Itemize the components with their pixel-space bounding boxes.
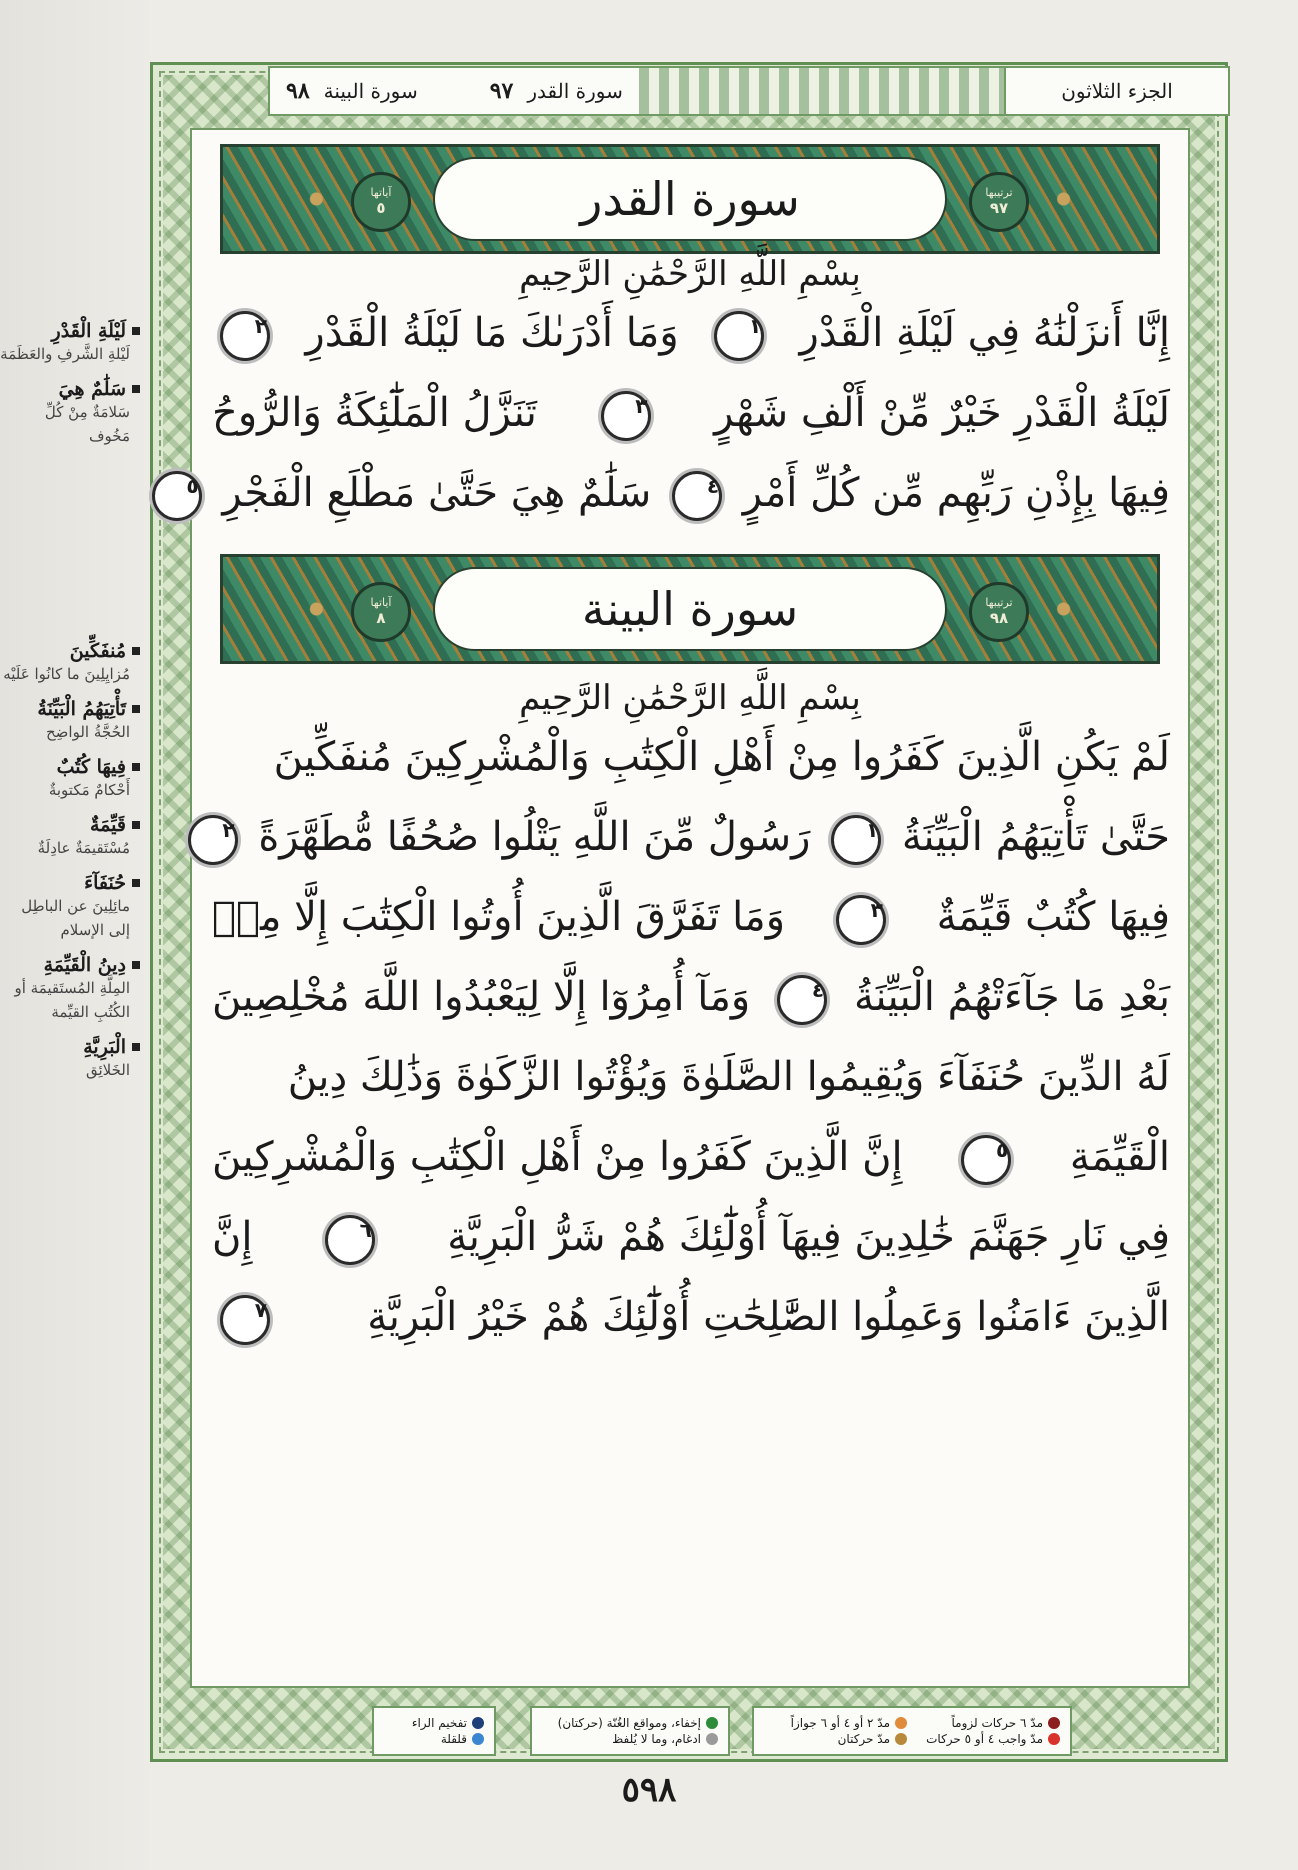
verse-text: الْقَيِّمَةِ [1069, 1134, 1171, 1180]
legend-dot [472, 1733, 484, 1745]
verse-text: وَمَا أَدْرَىٰكَ مَا لَيْلَةُ الْقَدْرِ [305, 310, 679, 356]
ayah-number-marker: ٢ [188, 815, 238, 865]
legend-dot [706, 1717, 718, 1729]
glossary-term: سَلَٰمٌ هِيَ [0, 378, 140, 400]
quran-page [186, 128, 1190, 1688]
verse-text: بَعْدِ مَا جَآءَتْهُمُ الْبَيِّنَةُ [853, 974, 1171, 1020]
glossary-term: دِينُ الْقَيِّمَةِ [0, 954, 140, 976]
verse-line [212, 1294, 1170, 1345]
glossary-item [0, 872, 140, 942]
glossary-term: الْبَرِيَّةِ [0, 1036, 140, 1058]
verse-text: تَنَزَّلُ الْمَلَٰٓئِكَةُ وَالرُّوحُ [212, 390, 537, 436]
legend-item: قلقلة [384, 1732, 484, 1746]
verse-line [212, 894, 1170, 945]
basmala: بِسْمِ اللَّهِ الرَّحْمَٰنِ الرَّحِيمِ [519, 678, 861, 718]
sura-banner-qadr [220, 144, 1160, 254]
legend-item: ادغام، وما لا يُلفظ [542, 1732, 718, 1746]
glossary-definition: الحُجَّةُ الواضِح [46, 723, 130, 741]
glossary-definition: مُسْتَقيمَةٌ عادِلَةٌ [37, 839, 130, 857]
ayah-number-marker: ٤ [672, 471, 722, 521]
legend-item: مدّ ٢ أو ٤ أو ٦ جوازاً [764, 1716, 907, 1730]
legend-dot [895, 1733, 907, 1745]
header-sura-1 [474, 68, 639, 114]
tajweed-legend-left [372, 1706, 496, 1756]
glossary-item [0, 814, 140, 860]
sura-order-medal: ترتيبها ٩٧ [969, 172, 1029, 232]
glossary-term: قَيِّمَةٌ [0, 814, 140, 836]
verse-line [212, 1134, 1170, 1185]
legend-dot [895, 1717, 907, 1729]
verse-line [186, 470, 1170, 521]
verse-text: لَمْ يَكُنِ الَّذِينَ كَفَرُوا مِنْ أَهْلِ الْكِتَٰبِ وَالْمُشْرِكِينَ مُنفَكِّينَ [273, 734, 1170, 780]
glossary-term: تَأْتِيَهُمُ الْبَيِّنَةُ [0, 698, 140, 720]
verse-text: فِي نَارِ جَهَنَّمَ خَٰلِدِينَ فِيهَآ أُوْلَٰٓئِكَ هُمْ شَرُّ الْبَرِيَّةِ [447, 1214, 1171, 1260]
glossary-term: فِيهَا كُتُبٌ [0, 756, 140, 778]
verse-line [212, 390, 1170, 441]
header-sura-2-name: سورة البينة [323, 79, 418, 103]
legend-dot [1048, 1733, 1060, 1745]
ayah-number-marker: ١ [714, 311, 764, 361]
sura-banner-bayyina [220, 554, 1160, 664]
verse-text: فِيهَا كُتُبٌ قَيِّمَةٌ [936, 894, 1171, 940]
sura-verses-medal: آياتها ٥ [351, 172, 411, 232]
verse-text: إِنَّ [212, 1214, 253, 1260]
glossary-item [0, 954, 140, 1024]
legend-item: إخفاء، ومواقع الغُنّة (حركتان) [542, 1716, 718, 1730]
ayah-number-marker: ٣ [836, 895, 886, 945]
glossary-term: حُنَفَآءَ [0, 872, 140, 894]
verse-text: إِنَّ الَّذِينَ كَفَرُوا مِنْ أَهْلِ الْكِتَٰبِ وَالْمُشْرِكِينَ [212, 1134, 903, 1180]
page-header [268, 66, 1230, 116]
verse-line [212, 1054, 1170, 1100]
verse-line [212, 974, 1170, 1025]
legend-dot [472, 1717, 484, 1729]
page-number: ٥٩٨ [621, 1770, 677, 1810]
glossary-term: مُنفَكِّينَ [0, 640, 140, 662]
ayah-number-marker: ٣ [601, 391, 651, 441]
glossary-item [0, 320, 140, 366]
verse-text: وَمَا تَفَرَّقَ الَّذِينَ أُوتُوا الْكِتَٰبَ إِلَّا مِنۢ [212, 894, 786, 940]
verse-text: لَيْلَةُ الْقَدْرِ خَيْرٌ مِّنْ أَلْفِ شَهْرٍ [714, 390, 1170, 436]
header-sura-1-name: سورة القدر [527, 79, 623, 103]
sura-order-medal: ترتيبها ٩٨ [969, 582, 1029, 642]
tajweed-legend-right [752, 1706, 1072, 1756]
legend-item: مدّ حركتان [764, 1732, 907, 1746]
legend-item: تفخيم الراء [384, 1716, 484, 1730]
ayah-number-marker: ٧ [220, 1295, 270, 1345]
verse-text: حَتَّىٰ تَأْتِيَهُمُ الْبَيِّنَةُ [901, 814, 1170, 860]
verse-text: وَمَآ أُمِرُوٓا إِلَّا لِيَعْبُدُوا اللَّهَ مُخْلِصِينَ [212, 974, 751, 1020]
ayah-number-marker: ٥ [152, 471, 202, 521]
verse-line [212, 734, 1170, 780]
ayah-number-marker: ٦ [325, 1215, 375, 1265]
tajweed-legend-middle [530, 1706, 730, 1756]
header-sura-2 [270, 68, 434, 114]
glossary-item [0, 698, 140, 744]
glossary-item [0, 1036, 140, 1082]
verse-line [212, 310, 1170, 361]
glossary-definition: أَحْكامٌ مَكتوبةٌ [48, 781, 130, 799]
glossary-term: لَيْلَةِ الْقَدْرِ [0, 320, 140, 342]
verse-text: فِيهَا بِإِذْنِ رَبِّهِم مِّن كُلِّ أَمْرٍ [742, 470, 1170, 516]
glossary-item [0, 378, 140, 448]
verse-text: سَلَٰمٌ هِيَ حَتَّىٰ مَطْلَعِ الْفَجْرِ [222, 470, 652, 516]
verse-line [212, 1214, 1170, 1265]
sura-verses-medal: آياتها ٨ [351, 582, 411, 642]
ayah-number-marker: ٤ [777, 975, 827, 1025]
juz-label: الجزء الثلاثون [1004, 68, 1228, 114]
verse-text: إِنَّا أَنزَلْنَٰهُ فِي لَيْلَةِ الْقَدْرِ [799, 310, 1171, 356]
verse-text: لَهُ الدِّينَ حُنَفَآءَ وَيُقِيمُوا الصَّلَوٰةَ وَيُؤْتُوا الزَّكَوٰةَ وَذَٰلِكَ دِينُ [287, 1054, 1170, 1100]
ayah-number-marker: ١ [831, 815, 881, 865]
legend-dot [1048, 1717, 1060, 1729]
verse-line [212, 814, 1170, 865]
sura-title: سورة القدر [433, 157, 947, 241]
ayah-number-marker: ٢ [220, 311, 270, 361]
legend-item: مدّ ٦ حركات لزوماً [917, 1716, 1060, 1730]
header-ornament [639, 68, 1004, 114]
margin-glossary [0, 320, 140, 1094]
legend-item: مدّ واجب ٤ أو ٥ حركات [917, 1732, 1060, 1746]
header-sura-1-number: ٩٧ [489, 78, 514, 104]
glossary-item [0, 756, 140, 802]
basmala: بِسْمِ اللَّهِ الرَّحْمَٰنِ الرَّحِيمِ [519, 254, 861, 294]
sura-title: سورة البينة [433, 567, 947, 651]
glossary-definition: لَيْلةِ الشَّرفِ والعَظَمَة [0, 345, 130, 363]
glossary-definition: سَلامَةٌ مِنْ كُلِّ مَخُوف [44, 403, 130, 445]
glossary-definition: المِلَّةِ المُستَقيمَة أو الكُتُبِ القيِّمة [14, 979, 130, 1021]
glossary-item [0, 640, 140, 686]
glossary-definition: مُزايِلِينَ ما كانُوا عَلَيْه [3, 665, 130, 683]
legend-dot [706, 1733, 718, 1745]
verse-text: الَّذِينَ ءَامَنُوا وَعَمِلُوا الصَّٰلِحَٰتِ أُوْلَٰٓئِكَ هُمْ خَيْرُ الْبَرِيَّةِ [367, 1294, 1170, 1340]
header-sura-2-number: ٩٨ [286, 78, 310, 104]
glossary-definition: مائِلِينَ عن الباطِل إلى الإسلام [21, 897, 130, 939]
glossary-definition: الخَلائِق [85, 1061, 130, 1079]
verse-text: رَسُولٌ مِّنَ اللَّهِ يَتْلُوا صُحُفًا مُّطَهَّرَةً [258, 814, 811, 860]
ayah-number-marker: ٥ [961, 1135, 1011, 1185]
